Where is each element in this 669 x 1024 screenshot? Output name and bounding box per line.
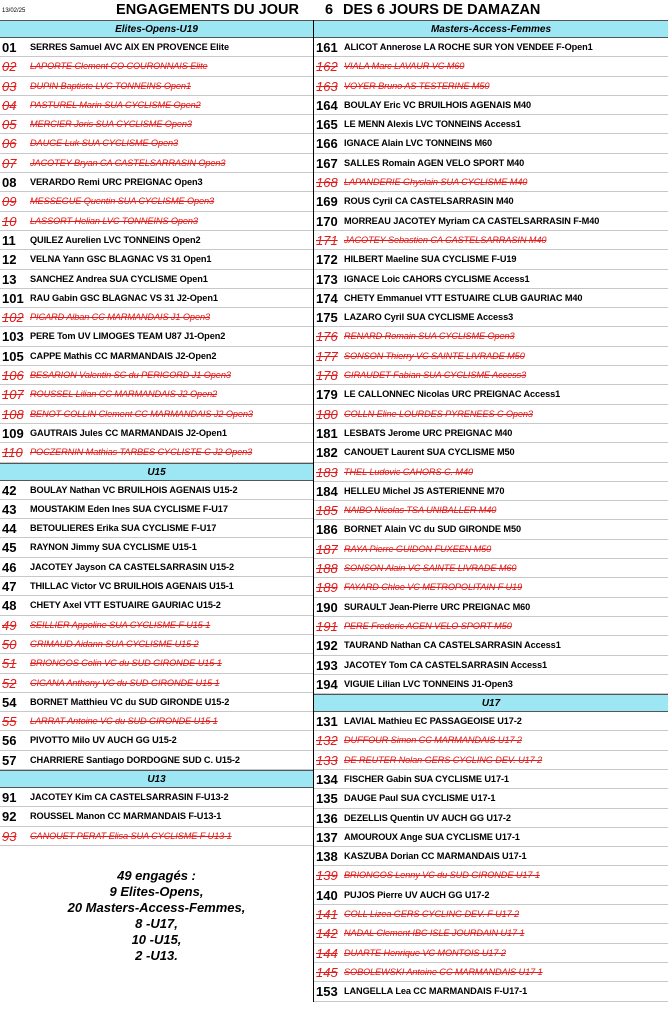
entry-row [314, 886, 668, 905]
bib-number: 12 [2, 252, 17, 268]
entry-row-withdrawn [314, 77, 668, 96]
rider-name: DE REUTER Nolan GERS CYCLING DEV. U17 2 [344, 754, 543, 765]
bib-number: 194 [316, 676, 338, 692]
bib-number: 103 [2, 329, 24, 345]
bib-number: 186 [316, 522, 338, 538]
bib-number: 140 [316, 887, 338, 903]
rider-name: HILBERT Maeline SUA CYCLISME F-U19 [344, 254, 517, 265]
summary-line: 49 engagés : [117, 868, 196, 883]
entry-row-withdrawn [314, 944, 668, 963]
bib-number: 163 [316, 78, 338, 94]
bib-number: 166 [316, 136, 338, 152]
rider-name: GRIMAUD Aidann SUA CYCLISME U15 2 [30, 638, 199, 649]
entry-row-withdrawn [0, 712, 313, 731]
rider-name: BORNET Alain VC du SUD GIRONDE M50 [344, 524, 521, 535]
entry-row [0, 173, 313, 192]
day-number: 6 [324, 2, 334, 18]
rider-name: MORREAU JACOTEY Myriam CA CASTELSARRASIN F-M40 [344, 215, 600, 226]
summary-line: 9 Elites-Opens, [109, 884, 204, 899]
bib-number: 162 [316, 59, 338, 75]
right-column [313, 20, 668, 1002]
bib-number: 172 [316, 252, 338, 268]
entry-row-withdrawn [314, 501, 668, 520]
rider-name: AMOUROUX Ange SUA CYCLISME U17-1 [344, 831, 520, 842]
bib-number: 01 [2, 40, 17, 55]
entry-row-withdrawn [0, 308, 313, 327]
entry-row-withdrawn [0, 115, 313, 134]
entries-summary [0, 868, 313, 964]
entry-row [0, 577, 313, 596]
rider-name: CAPPE Mathis CC MARMANDAIS J2-Open2 [30, 350, 217, 361]
rider-name: PIVOTTO Milo UV AUCH GG U15-2 [30, 735, 177, 746]
bib-number: 105 [2, 348, 24, 364]
entry-row [314, 134, 668, 153]
entry-row-withdrawn [314, 751, 668, 770]
entry-row [314, 38, 668, 57]
bib-number: 188 [316, 561, 338, 577]
bib-number: 43 [2, 501, 17, 517]
entry-row-withdrawn [0, 134, 313, 153]
bib-number: 101 [2, 290, 24, 306]
sheet-title-left: ENGAGEMENTS DU JOUR [116, 2, 299, 18]
rider-name: BORNET Matthieu VC du SUD GIRONDE U15-2 [30, 696, 230, 707]
bib-number: 02 [2, 59, 17, 75]
rider-name: RAYA Pierre GUIDON FUXEEN M50 [344, 543, 492, 554]
rider-name: CHETY Emmanuel VTT ESTUAIRE CLUB GAURIAC M40 [344, 292, 583, 303]
rider-name: QUILEZ Aurelien LVC TONNEINS Open2 [30, 234, 201, 245]
bib-number: 144 [316, 945, 338, 961]
bib-number: 134 [316, 771, 338, 787]
entry-row-withdrawn [0, 674, 313, 693]
rider-name: RAYNON Jimmy SUA CYCLISME U15-1 [30, 542, 197, 553]
entry-row [0, 500, 313, 519]
left-column [0, 20, 313, 846]
rider-name: CHETY Axel VTT ESTUAIRE GAURIAC U15-2 [30, 600, 221, 611]
entry-row-withdrawn [314, 617, 668, 636]
rider-name: THILLAC Victor VC BRUILHOIS AGENAIS U15-1 [30, 581, 234, 592]
bib-number: 161 [316, 40, 338, 55]
rider-name: CANOUET PERAT Elisa SUA CYCLISME F U13 1 [30, 830, 232, 841]
entry-row-withdrawn [0, 57, 313, 76]
rider-name: BESARION Valentin SC du PERIGORD J1 Open3 [30, 370, 231, 381]
rider-name: CANOUET Laurent SUA CYCLISME M50 [344, 447, 515, 458]
bib-number: 164 [316, 97, 338, 113]
rider-name: LAZARO Cyril SUA CYCLISME Access3 [344, 312, 514, 323]
entry-row-withdrawn [314, 405, 668, 424]
entry-row [0, 751, 313, 770]
entry-row [0, 250, 313, 269]
entry-row [0, 481, 313, 500]
entry-row [314, 96, 668, 115]
rider-name: DAUGE Paul SUA CYCLISME U17-1 [344, 793, 496, 804]
bib-number: 182 [316, 445, 338, 461]
entry-row [314, 385, 668, 404]
section-header: U15 [0, 463, 313, 481]
bib-number: 165 [316, 117, 338, 133]
rider-name: VERARDO Remi URC PREIGNAC Open3 [30, 177, 203, 188]
rider-name: MESSEGUE Quentin SUA CYCLISME Open3 [30, 196, 215, 207]
rider-name: DUARTE Henrique VC MONTOIS U17 2 [344, 947, 506, 958]
entry-row [314, 789, 668, 808]
rider-name: LAPANDERIE Ghyslain SUA CYCLISME M40 [344, 177, 528, 188]
bib-number: 141 [316, 907, 338, 923]
rider-name: BOULAY Eric VC BRUILHOIS AGENAIS M40 [344, 99, 531, 110]
rider-name: SONSON Alain VC SAINTE LIVRADE M60 [344, 563, 517, 574]
bib-number: 106 [2, 368, 24, 384]
entry-row [0, 38, 313, 57]
bib-number: 03 [2, 78, 17, 94]
bib-number: 145 [316, 964, 338, 980]
bib-number: 171 [316, 232, 338, 248]
entry-row [0, 731, 313, 750]
entry-row-withdrawn [0, 192, 313, 211]
bib-number: 13 [2, 271, 17, 287]
bib-number: 191 [316, 618, 338, 634]
rider-name: SANCHEZ Andrea SUA CYCLISME Open1 [30, 273, 208, 284]
rider-name: JACOTEY Tom CA CASTELSARRASIN Access1 [344, 659, 548, 670]
entry-row [314, 115, 668, 134]
rider-name: NAIBO Nicolas TSA UNIBALLER M40 [344, 505, 497, 516]
entry-row [314, 154, 668, 173]
bib-number: 110 [2, 445, 23, 461]
entry-row [314, 712, 668, 731]
entry-row [314, 809, 668, 828]
bib-number: 50 [2, 636, 17, 652]
summary-line: 8 -U17, [135, 916, 178, 931]
bib-number: 137 [316, 829, 338, 845]
bib-number: 185 [316, 503, 338, 519]
bib-number: 92 [2, 809, 17, 825]
bib-number: 175 [316, 310, 338, 326]
bib-number: 136 [316, 810, 338, 826]
entry-row [0, 519, 313, 538]
rider-name: CIGANA Anthony VC du SUD GIRONDE U15 1 [30, 677, 220, 688]
rider-name: LE MENN Alexis LVC TONNEINS Access1 [344, 119, 521, 130]
bib-number: 102 [2, 310, 24, 326]
rider-name: VOYER Bruno AS TESTERINE M50 [344, 80, 490, 91]
entry-row [0, 231, 313, 250]
summary-line: 20 Masters-Access-Femmes, [67, 900, 246, 915]
rider-name: RENARD Romain SUA CYCLISME Open3 [344, 331, 515, 342]
entry-row [0, 693, 313, 712]
bib-number: 132 [316, 733, 338, 749]
rider-name: SERRES Samuel AVC AIX EN PROVENCE Elite [30, 42, 229, 52]
entry-row [0, 538, 313, 557]
rider-name: IGNACE Alain LVC TONNEINS M60 [344, 138, 493, 149]
bib-number: 170 [316, 213, 338, 229]
bib-number: 189 [316, 580, 338, 596]
section-header: U17 [314, 694, 668, 712]
rider-name: BRIONGOS Colin VC du SUD GIRONDE U15 1 [30, 658, 222, 669]
section-header: U13 [0, 770, 313, 788]
bib-number: 51 [2, 656, 17, 672]
bib-number: 47 [2, 579, 17, 595]
entry-row-withdrawn [0, 96, 313, 115]
rider-name: DUFFOUR Simon CC MARMANDAIS U17 2 [344, 735, 522, 746]
entry-row [314, 770, 668, 789]
entry-row [314, 212, 668, 231]
bib-number: 176 [316, 329, 338, 345]
rider-name: SONSON Thierry VC SAINTE LIVRADE M50 [344, 350, 525, 361]
bib-number: 187 [316, 541, 338, 557]
entry-row [314, 636, 668, 655]
rider-name: SEILLIER Appoline SUA CYCLISME F U15 1 [30, 619, 211, 630]
entry-row-withdrawn [314, 924, 668, 943]
bib-number: 153 [316, 984, 338, 1000]
entry-row [314, 192, 668, 211]
bib-number: 193 [316, 657, 338, 673]
rider-name: ROUSSEL Manon CC MARMANDAIS F-U13-1 [30, 811, 222, 822]
bib-number: 184 [316, 483, 338, 499]
entry-row-withdrawn [0, 827, 313, 846]
bib-number: 08 [2, 175, 17, 191]
entry-row [0, 327, 313, 346]
rider-name: LAVIAL Mathieu EC PASSAGEOISE U17-2 [344, 716, 522, 727]
entry-row [0, 270, 313, 289]
bib-number: 05 [2, 117, 17, 133]
rider-name: THEL Ludovic CAHORS C. M40 [344, 466, 473, 477]
bib-number: 11 [2, 232, 16, 248]
rider-name: MOUSTAKIM Eden Ines SUA CYCLISME F-U17 [30, 503, 228, 514]
entry-row-withdrawn [314, 347, 668, 366]
bib-number: 173 [316, 271, 338, 287]
rider-name: CHARRIERE Santiago DORDOGNE SUD C. U15-2 [30, 754, 240, 765]
rider-name: BRIONGOS Lenny VC du SUD GIRONDE U17 1 [344, 870, 540, 881]
bib-number: 55 [2, 714, 17, 730]
entry-row [314, 828, 668, 847]
rider-name: DAUGE Luk SUA CYCLISME Open3 [30, 138, 178, 149]
rider-name: SALLES Romain AGEN VELO SPORT M40 [344, 157, 525, 168]
rider-name: LAPORTE Clement CO COURONNAIS Elite [30, 61, 208, 72]
entry-row [314, 270, 668, 289]
entry-row [314, 982, 668, 1001]
rider-name: RAU Gabin GSC BLAGNAC VS 31 J2-Open1 [30, 292, 218, 303]
rider-name: KASZUBA Dorian CC MARMANDAIS U17-1 [344, 851, 527, 862]
rider-name: ROUSSEL Lilian CC MARMANDAIS J2 Open2 [30, 389, 218, 400]
entry-row-withdrawn [314, 173, 668, 192]
rider-name: JACOTEY Sebastien CA CASTELSARRASIN M40 [344, 234, 547, 245]
bib-number: 142 [316, 926, 338, 942]
rider-name: MERCIER Joris SUA CYCLISME Open3 [30, 119, 192, 130]
rider-name: FISCHER Gabin SUA CYCLISME U17-1 [344, 773, 509, 784]
bib-number: 108 [2, 406, 24, 422]
entry-row-withdrawn [0, 443, 313, 462]
entry-row-withdrawn [314, 366, 668, 385]
entry-row-withdrawn [314, 231, 668, 250]
bib-number: 42 [2, 482, 17, 498]
entry-row [314, 308, 668, 327]
bib-number: 52 [2, 675, 17, 691]
bib-number: 49 [2, 617, 17, 633]
rider-name: IGNACE Loic CAHORS CYCLISME Access1 [344, 273, 530, 284]
bib-number: 167 [316, 155, 338, 171]
rider-name: PERE Frederic AGEN VELO SPORT M50 [344, 620, 512, 631]
entry-row-withdrawn [314, 578, 668, 597]
rider-name: LASSORT Helian LVC TONNEINS Open3 [30, 215, 198, 226]
rider-name: LANGELLA Lea CC MARMANDAIS F-U17-1 [344, 986, 528, 997]
entry-row-withdrawn [0, 616, 313, 635]
entry-row-withdrawn [314, 559, 668, 578]
entry-row-withdrawn [0, 654, 313, 673]
bib-number: 183 [316, 464, 338, 480]
entry-row-withdrawn [314, 905, 668, 924]
entry-row [0, 347, 313, 366]
bib-number: 190 [316, 599, 338, 615]
bib-number: 06 [2, 136, 17, 152]
sheet-title-right: DES 6 JOURS DE DAMAZAN [343, 2, 541, 18]
entry-row [314, 598, 668, 617]
bib-number: 04 [2, 97, 17, 113]
entry-row [0, 807, 313, 826]
bib-number: 135 [316, 791, 338, 807]
bib-number: 07 [2, 155, 17, 171]
bib-number: 192 [316, 638, 338, 654]
rider-name: ROUS Cyril CA CASTELSARRASIN M40 [344, 196, 514, 207]
rider-name: LESBATS Jerome URC PREIGNAC M40 [344, 427, 513, 438]
entry-row-withdrawn [0, 154, 313, 173]
rider-name: LE CALLONNEC Nicolas URC PREIGNAC Access1 [344, 389, 561, 400]
rider-name: VIGUIE Lilian LVC TONNEINS J1-Open3 [344, 678, 513, 689]
entry-row [314, 482, 668, 501]
entry-row [314, 443, 668, 462]
rider-name: BOULAY Nathan VC BRUILHOIS AGENAIS U15-2 [30, 484, 238, 495]
bib-number: 168 [316, 175, 338, 191]
entry-row-withdrawn [0, 405, 313, 424]
entry-row [314, 656, 668, 675]
rider-name: PERE Tom UV LIMOGES TEAM U87 J1-Open2 [30, 331, 226, 342]
rider-name: NADAL Clement IBC ISLE JOURDAIN U17 1 [344, 928, 525, 939]
bib-number: 93 [2, 828, 17, 844]
bib-number: 180 [316, 406, 338, 422]
summary-line: 2 -U13. [135, 948, 178, 963]
entry-row-withdrawn [314, 963, 668, 982]
bib-number: 107 [2, 387, 24, 403]
rider-name: VIALA Marc LAVAUR VC M60 [344, 61, 465, 72]
rider-name: BENOT COLLIN Clement CC MARMANDAIS J2 Open3 [30, 408, 253, 419]
rider-name: POCZERNIN Mathias TARBES CYCLISTE C J2 Open3 [30, 447, 253, 458]
rider-name: ALICOT Annerose LA ROCHE SUR YON VENDEE F-Open1 [344, 42, 593, 52]
bib-number: 179 [316, 387, 338, 403]
section-header: Masters-Access-Femmes [314, 20, 668, 38]
rider-name: DUPIN Baptiste LVC TONNEINS Open1 [30, 80, 191, 91]
rider-name: LARRAT Antoine VC du SUD GIRONDE U15 1 [30, 716, 218, 727]
entry-row [314, 675, 668, 694]
bib-number: 46 [2, 559, 17, 575]
rider-name: PUJOS Pierre UV AUCH GG U17-2 [344, 889, 490, 900]
entry-row [314, 250, 668, 269]
rider-name: VELNA Yann GSC BLAGNAC VS 31 Open1 [30, 254, 212, 265]
rider-name: BETOULIERES Erika SUA CYCLISME F-U17 [30, 523, 217, 534]
rider-name: TAURAND Nathan CA CASTELSARRASIN Access1 [344, 640, 561, 651]
entry-row-withdrawn [314, 731, 668, 750]
bib-number: 91 [2, 789, 17, 805]
bib-number: 10 [2, 213, 17, 229]
entry-row [0, 788, 313, 807]
entry-row [314, 289, 668, 308]
bib-number: 177 [316, 348, 338, 364]
bib-number: 54 [2, 694, 17, 710]
entry-row-withdrawn [0, 77, 313, 96]
entry-row-withdrawn [314, 866, 668, 885]
rider-name: JACOTEY Bryan CA CASTELSARRASIN Open3 [30, 157, 226, 168]
rider-name: PASTUREL Marin SUA CYCLISME Open2 [30, 99, 201, 110]
bib-number: 56 [2, 733, 17, 749]
entry-row [314, 424, 668, 443]
rider-name: COLL Lizea GERS CYCLING DEV. F U17 2 [344, 909, 520, 920]
rider-name: JACOTEY Jayson CA CASTELSARRASIN U15-2 [30, 561, 234, 572]
rider-name: FAYARD Chloe VC METROPOLITAIN F U19 [344, 582, 523, 593]
bib-number: 131 [316, 714, 338, 730]
entry-row [0, 596, 313, 615]
bib-number: 174 [316, 290, 338, 306]
bib-number: 44 [2, 521, 17, 537]
bib-number: 178 [316, 368, 338, 384]
entry-row [0, 558, 313, 577]
section-header: Elites-Opens-U19 [0, 20, 313, 38]
summary-line: 10 -U15, [131, 932, 182, 947]
bib-number: 57 [2, 752, 17, 768]
bib-number: 133 [316, 752, 338, 768]
bib-number: 169 [316, 194, 338, 210]
rider-name: JACOTEY Kim CA CASTELSARRASIN F-U13-2 [30, 791, 229, 802]
bib-number: 09 [2, 194, 17, 210]
rider-name: GIRAUDET Fabian SUA CYCLISME Access3 [344, 370, 527, 381]
rider-name: GAUTRAIS Jules CC MARMANDAIS J2-Open1 [30, 427, 227, 438]
entry-row-withdrawn [314, 327, 668, 346]
rider-name: PICARD Alban CC MARMANDAIS J1 Open3 [30, 312, 210, 323]
rider-name: SOBOLEWSKI Antoine CC MARMANDAIS U17 1 [344, 966, 543, 977]
bib-number: 181 [316, 425, 338, 441]
entry-row-withdrawn [0, 212, 313, 231]
bib-number: 139 [316, 868, 338, 884]
entry-row [0, 424, 313, 443]
rider-name: HELLEU Michel JS ASTERIENNE M70 [344, 485, 505, 496]
bib-number: 138 [316, 849, 338, 865]
bib-number: 45 [2, 540, 17, 556]
entry-row [0, 289, 313, 308]
entry-row-withdrawn [314, 463, 668, 482]
entry-row-withdrawn [0, 385, 313, 404]
rider-name: COLLN Eline LOURDES PYRENEES C Open3 [344, 408, 533, 419]
sheet-date: 13/02/25 [2, 8, 26, 14]
rider-name: SURAULT Jean-Pierre URC PREIGNAC M60 [344, 601, 531, 612]
bib-number: 109 [2, 425, 24, 441]
entry-row-withdrawn [314, 57, 668, 76]
bib-number: 48 [2, 598, 17, 614]
entry-row [314, 520, 668, 539]
entry-row [314, 847, 668, 866]
entry-row-withdrawn [0, 635, 313, 654]
rider-name: DEZELLIS Quentin UV AUCH GG U17-2 [344, 812, 511, 823]
entry-row-withdrawn [0, 366, 313, 385]
entry-row-withdrawn [314, 540, 668, 559]
